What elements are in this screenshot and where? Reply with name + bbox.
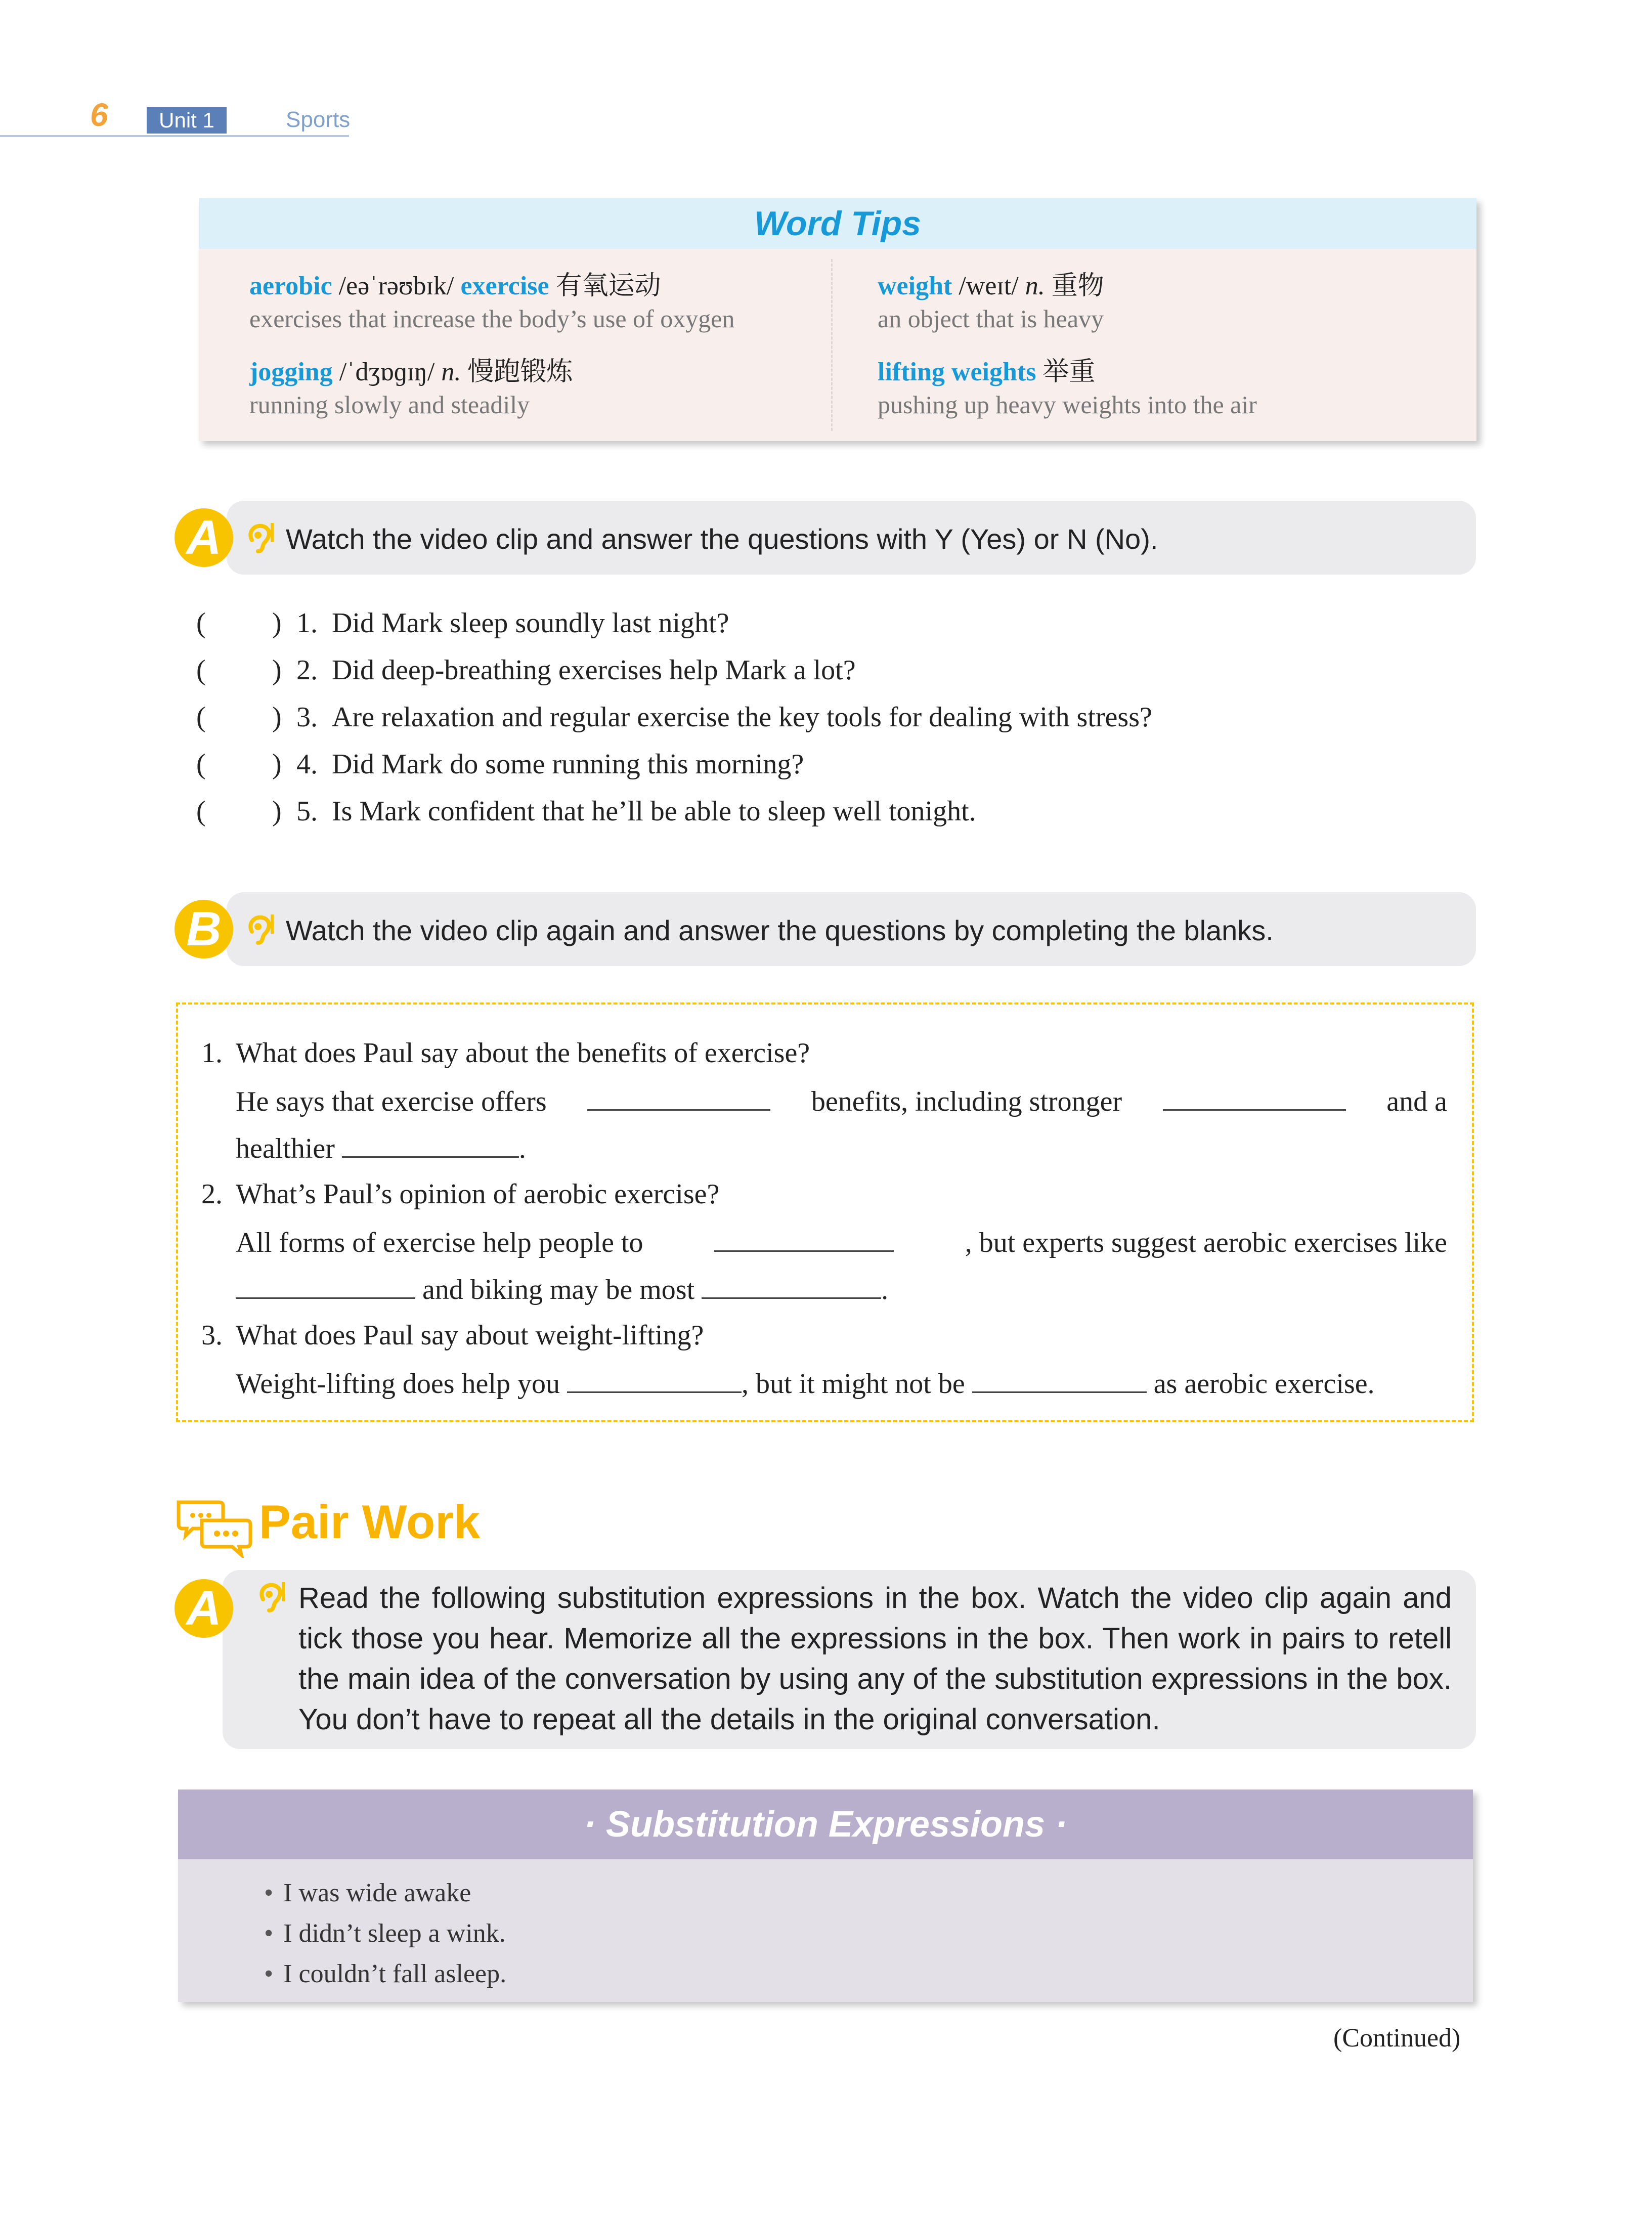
question-number: 1. [201, 1037, 223, 1069]
answer-text: and a [1386, 1086, 1447, 1117]
answer-blank[interactable] [342, 1131, 519, 1158]
question-text: Did deep-breathing exercises help Mark a lot? [332, 655, 856, 686]
question-text: Did Mark do some running this morning? [332, 749, 804, 780]
tip-chinese: 有氧运动 [549, 272, 661, 300]
answer-blank[interactable] [567, 1366, 742, 1393]
answer-bracket-open[interactable]: ( [196, 702, 206, 733]
word-tips-divider [831, 259, 833, 431]
word-tips-box [199, 198, 1476, 441]
question-row [196, 654, 856, 686]
answer-bracket-close: ) [272, 655, 282, 686]
question-number: 5. [296, 796, 318, 827]
section-b-badge: B [175, 900, 233, 958]
page-number: 6 [90, 97, 108, 133]
tip-chinese: 重物 [1045, 272, 1104, 300]
unit-topic: Sports [286, 107, 351, 132]
answer-text: Weight-lifting does help you [236, 1368, 560, 1400]
continued-label: (Continued) [1333, 2024, 1461, 2053]
answer-text: All forms of exercise help people to [236, 1227, 643, 1258]
answer-text: , but it might not be [741, 1368, 965, 1400]
tip-definition: an object that is heavy [878, 304, 1104, 333]
answer-bracket-open[interactable]: ( [196, 796, 206, 827]
tip-chinese: 举重 [1036, 358, 1096, 386]
section-a-instruction: Watch the video clip and answer the questions with Y (Yes) or N (No). [286, 523, 1158, 555]
answer-line [236, 1131, 526, 1165]
tip-phonetic: /weɪt/ [952, 272, 1025, 300]
word-tip [249, 264, 734, 333]
word-tips-title: Word Tips [754, 204, 921, 243]
question-line [201, 1178, 719, 1210]
answer-bracket-close: ) [272, 749, 282, 780]
speech-bubbles-icon [175, 1498, 254, 1558]
tip-pos: n. [441, 358, 461, 386]
tip-pos: n. [1025, 272, 1045, 300]
tip-definition: pushing up heavy weights into the air [878, 390, 1257, 419]
question-number: 2. [296, 655, 318, 686]
answer-bracket-close: ) [272, 702, 282, 733]
question-line [201, 1319, 704, 1351]
tip-word: lifting weights [878, 358, 1036, 386]
unit-label: Unit 1 [147, 107, 227, 134]
question-text: What’s Paul’s opinion of aerobic exercise? [236, 1179, 720, 1210]
question-number: 3. [296, 702, 318, 733]
answer-bracket-close: ) [272, 607, 282, 639]
answer-text: . [881, 1274, 889, 1305]
answer-bracket-open[interactable]: ( [196, 749, 206, 780]
tip-word: exercise [460, 272, 549, 300]
substitution-box [178, 1790, 1473, 2002]
word-tip [878, 350, 1257, 419]
answer-text: and biking may be most [422, 1274, 695, 1305]
tip-word: jogging [249, 358, 333, 386]
answer-text: healthier [236, 1133, 335, 1164]
word-tip [249, 350, 573, 419]
answer-bracket-close: ) [272, 796, 282, 827]
tip-phonetic: /ˈdʒɒɡɪŋ/ [332, 358, 442, 386]
word-tips-title-bar [199, 198, 1476, 249]
answer-text: . [518, 1133, 526, 1164]
section-b-instruction: Watch the video clip again and answer the questions by completing the blanks. [286, 914, 1274, 946]
question-text: What does Paul say about weight-lifting? [236, 1320, 704, 1351]
substitution-list [264, 1873, 506, 1994]
listening-icon [253, 1579, 289, 1616]
question-text: What does Paul say about the benefits of exercise? [236, 1037, 810, 1069]
tip-chinese: 慢跑锻炼 [461, 358, 573, 386]
answer-blank[interactable] [714, 1225, 894, 1252]
pair-work-instruction: Read the following substitution expressions in the box. Watch the video clip again and tick those you hear. Memorize all the expressions in the box. Then work in pairs to retell the main idea of the conversation by using any of the substitution expressions in the box. You don’t have to repeat all the details in the original conversation. [298, 1582, 1452, 1736]
tip-word: aerobic [249, 272, 332, 300]
answer-blank[interactable] [702, 1272, 881, 1299]
answer-text: He says that exercise offers [236, 1086, 547, 1117]
tip-phonetic: /eəˈrəʊbɪk/ [332, 272, 461, 300]
answer-text: as aerobic exercise. [1153, 1368, 1375, 1400]
question-row [196, 607, 729, 639]
question-text: Is Mark confident that he’ll be able to sleep well tonight. [332, 796, 976, 827]
question-row [196, 795, 976, 827]
answer-line [236, 1366, 1375, 1400]
answer-blank[interactable] [587, 1084, 770, 1111]
answer-bracket-open[interactable]: ( [196, 655, 206, 686]
question-text: Did Mark sleep soundly last night? [332, 607, 729, 639]
answer-blank[interactable] [236, 1272, 415, 1299]
answer-line [236, 1225, 1447, 1259]
tip-word: weight [878, 272, 952, 300]
section-a-badge: A [175, 508, 233, 567]
listening-icon [242, 520, 278, 556]
question-number: 2. [201, 1179, 223, 1210]
tip-definition: exercises that increase the body’s use of oxygen [249, 304, 735, 333]
pair-work-badge: A [175, 1579, 233, 1638]
question-number: 3. [201, 1320, 223, 1351]
question-row [196, 748, 804, 780]
pair-work-title: Pair Work [259, 1495, 481, 1548]
substitution-item: • I couldn’t fall asleep. [264, 1954, 506, 1994]
substitution-title: · Substitution Expressions · [178, 1790, 1473, 1859]
answer-line [236, 1084, 1447, 1118]
header-rule [0, 135, 349, 137]
question-line [201, 1037, 810, 1069]
listening-icon [242, 911, 278, 948]
question-row [196, 701, 1152, 733]
answer-text: benefits, including stronger [811, 1086, 1122, 1117]
tip-definition: running slowly and steadily [249, 390, 530, 419]
substitution-item: • I didn’t sleep a wink. [264, 1913, 506, 1954]
question-number: 1. [296, 607, 318, 639]
word-tip [878, 264, 1104, 333]
answer-line [236, 1272, 888, 1306]
question-text: Are relaxation and regular exercise the key tools for dealing with stress? [332, 702, 1152, 733]
answer-blank[interactable] [1163, 1084, 1346, 1111]
answer-bracket-open[interactable]: ( [196, 607, 206, 639]
substitution-item: • I was wide awake [264, 1873, 506, 1913]
question-number: 4. [296, 749, 318, 780]
answer-blank[interactable] [972, 1366, 1147, 1393]
answer-text: , but experts suggest aerobic exercises like [965, 1227, 1447, 1258]
